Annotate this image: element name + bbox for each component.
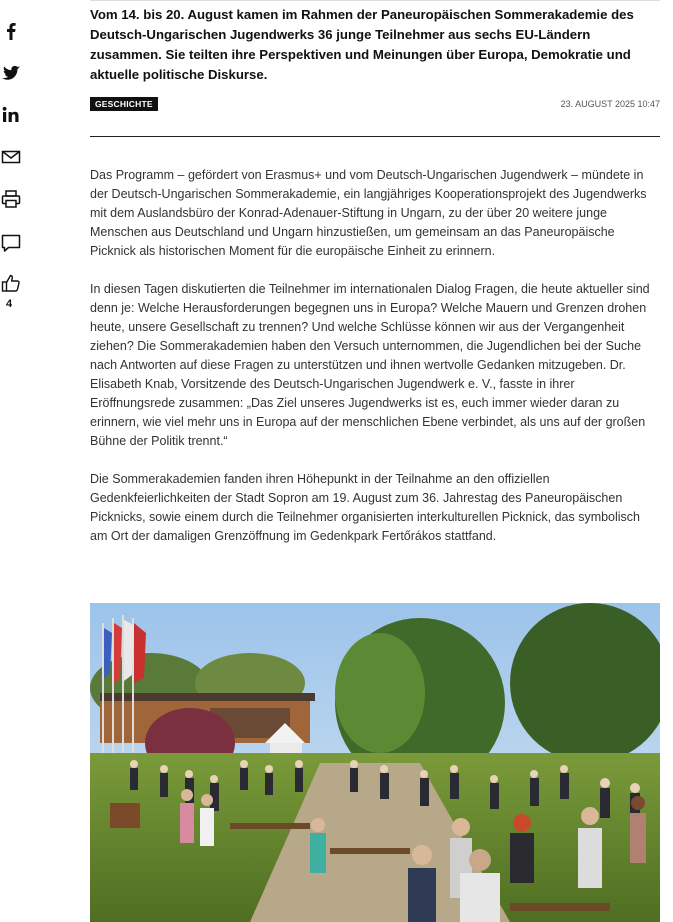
header-divider [90, 136, 660, 137]
linkedin-icon[interactable] [0, 104, 22, 126]
comment-icon[interactable] [0, 232, 22, 254]
paragraph: In diesen Tagen diskutierten die Teilnehmer im internationalen Dialog Fragen, die heute aktueller sind denn je: Welche Herausforderungen begegnen uns in Europa? Welche Mauern und Grenzen drohen heute, unsere Gesellschaft zu trennen? Und welche Schlüsse können wir aus der Vergangenheit ziehen? Die Sommerakademien haben den Versuch unternommen, die Jugendlichen bei der Suche nach Antworten auf diese Fragen zu unterstützen und ihnen wertvolle Gedanken mitzugeben. Dr. Elisabeth Knab, Vorsitzende des Deutsch-Ungarischen Jugendwerk e. V., fasste in ihrer Eröffnungsrede zusammen: „Das Ziel unseres Jugendwerks ist es, euch immer wieder daran zu erinnern, wie viel mehr uns in Europa auf der menschlichen Ebene verbindet, als uns auf der großen Bühne der Politik trennt.“ [90, 282, 650, 448]
article-lead: Vom 14. bis 20. August kamen im Rahmen der Paneuropäischen Sommerakademie des Deutsch-Ungarischen Jugendwerks 36 junge Teilnehmer aus sechs EU-Ländern zusammen. Sie teilten ihre Perspektiven und Meinungen über Europa, Demokratie und aktuelle politische Diskurse. [90, 7, 634, 82]
top-divider [90, 0, 660, 1]
paragraph: Das Programm – gefördert von Erasmus+ und vom Deutsch-Ungarischen Jugendwerk – mündete in der Deutsch-Ungarischen Sommerakademie, ein langjähriges Kooperationsprojekt des Jugendwerks mit dem Auslandsbüro der Konrad-Adenauer-Stiftung in Ungarn, zu der über 20 weitere junge Menschen aus Deutschland und Ungarn hinzustießen, um gemeinsam an das Paneuropäische Picknick als historischen Moment für die europäische Einheit zu erinnern. [90, 168, 647, 258]
article-body [90, 166, 660, 565]
like-count: 4 [6, 298, 13, 310]
facebook-icon[interactable] [0, 20, 22, 42]
category-badge[interactable]: GESCHICHTE [90, 97, 158, 111]
twitter-icon[interactable] [0, 62, 22, 84]
paragraph: Die Sommerakademien fanden ihren Höhepunkt in der Teilnahme an den offiziellen Gedenkfeierlichkeiten der Stadt Sopron am 19. August zum 36. Jahrestag des Paneuropäischen Picknicks, sowie einem durch die Teilnehmer organisierten interkulturellen Picknick, das symbolisch am Ort der damaligen Grenzöffnung im Gedenkpark Fertőrákos stattfand. [90, 472, 641, 543]
email-icon[interactable] [0, 146, 22, 168]
thumbs-up-icon[interactable] [0, 272, 22, 294]
print-icon[interactable] [0, 188, 22, 210]
article-photo [90, 603, 660, 922]
publish-date: 23. AUGUST 2025 10:47 [560, 99, 660, 109]
